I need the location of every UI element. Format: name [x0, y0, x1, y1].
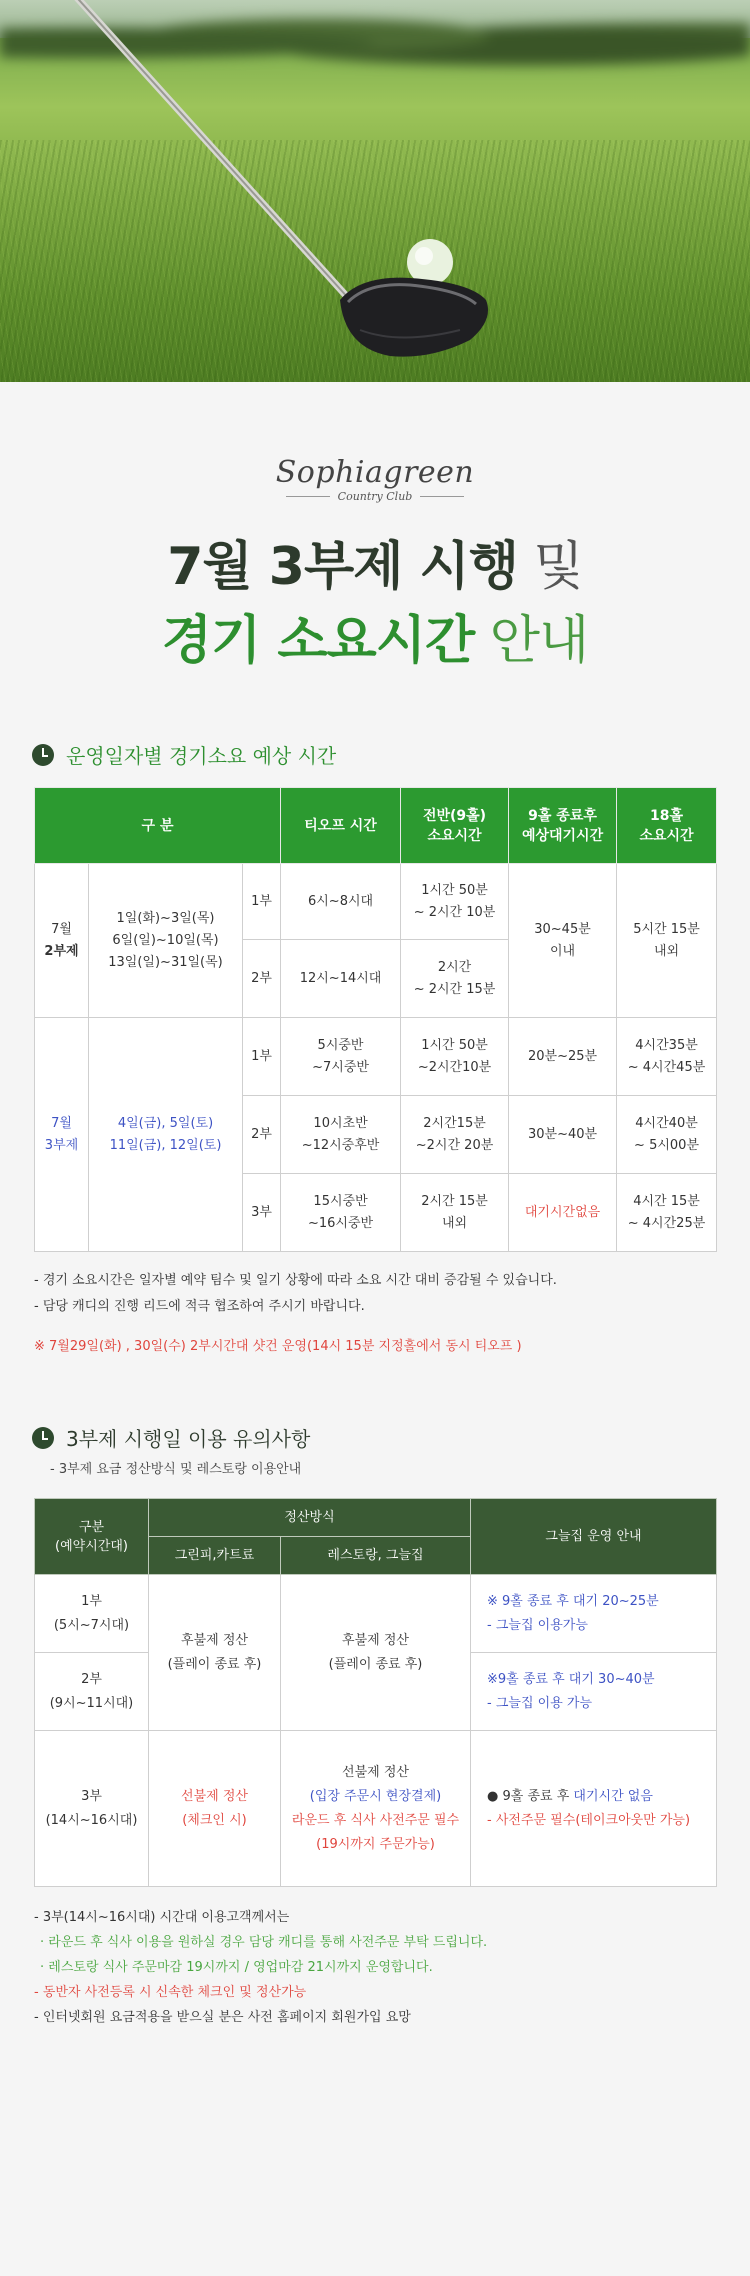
note-text: - 담당 캐디의 진행 리드에 적극 협조하여 주시기 바랍니다. — [34, 1299, 365, 1314]
col-header: 구 분 — [35, 788, 281, 864]
table-row — [35, 1575, 717, 1653]
table-row — [35, 1731, 717, 1887]
col-header: 정산방식 — [149, 1499, 471, 1537]
total-cell: 4시간 15분 ~ 4시간25분 — [617, 1174, 717, 1252]
group-dates: 1일(화)~3일(목) 6일(일)~10일(목) 13일(일)~31일(목) — [89, 864, 243, 1018]
front-cell: 2시간 ~ 2시간 15분 — [401, 940, 509, 1018]
part-cell: 2부 — [243, 940, 281, 1018]
period-cell: 2부 (9시~11시대) — [35, 1653, 149, 1731]
section1-heading — [32, 740, 336, 769]
wait-cell: 대기시간없음 — [509, 1174, 617, 1252]
wait-cell: 20분~25분 — [509, 1018, 617, 1096]
total-cell: 5시간 15분 내외 — [617, 864, 717, 1018]
settlement-table — [34, 1498, 717, 1887]
col-header: 구분 (예약시간대) — [35, 1499, 149, 1575]
shade-info-cell: ※ 9홀 종료 후 대기 20~25분 - 그늘집 이용가능 — [471, 1575, 717, 1653]
part-cell: 2부 — [243, 1096, 281, 1174]
part-cell: 1부 — [243, 864, 281, 940]
green-fee-cell: 후불제 정산 (플레이 종료 후) — [149, 1575, 281, 1731]
restaurant-cell: 선불제 정산 (입장 주문시 현장결제) 라운드 후 식사 사전주문 필수 (19시까지 주문가능) — [281, 1731, 471, 1887]
club-logo — [0, 455, 750, 503]
col-header: 레스토랑, 그늘집 — [281, 1537, 471, 1575]
teeoff-cell: 12시~14시대 — [281, 940, 401, 1018]
note-text: · 라운드 후 식사 이용을 원하실 경우 담당 캐디를 통해 사전주문 부탁 드립니다. — [40, 1935, 488, 1950]
title-line1-light: 및 — [517, 537, 583, 597]
title-line2-strong: 경기 소요시간 — [161, 611, 475, 671]
note-text: - 인터넷회원 요금적용을 받으실 분은 사전 홈페이지 회원가입 요망 — [34, 2010, 411, 2025]
total-cell: 4시간35분 ~ 4시간45분 — [617, 1018, 717, 1096]
green-fee-cell: 선불제 정산 (체크인 시) — [149, 1731, 281, 1887]
col-header: 티오프 시간 — [281, 788, 401, 864]
wait-cell: 30~45분 이내 — [509, 864, 617, 1018]
table-row — [35, 1018, 717, 1096]
teeoff-cell: 15시중반 ~16시중반 — [281, 1174, 401, 1252]
teeoff-cell: 6시~8시대 — [281, 864, 401, 940]
front-cell: 1시간 50분 ~2시간10분 — [401, 1018, 509, 1096]
section2-title: 3부제 시행일 이용 유의사항 — [66, 1427, 311, 1451]
total-cell: 4시간40분 ~ 5시00분 — [617, 1096, 717, 1174]
table-header-row — [35, 1499, 717, 1537]
note-text: - 동반자 사전등록 시 신속한 체크인 및 정산가능 — [34, 1985, 307, 2000]
logo-brand: Sophiagreen — [275, 455, 475, 490]
table-row — [35, 864, 717, 940]
group-label: 7월 3부제 — [35, 1018, 89, 1252]
front-cell: 1시간 50분 ~ 2시간 10분 — [401, 864, 509, 940]
col-header: 전반(9홀) 소요시간 — [401, 788, 509, 864]
golf-driver-illustration — [0, 0, 750, 382]
play-time-table — [34, 787, 717, 1252]
section2-heading — [32, 1423, 310, 1452]
period-cell: 3부 (14시~16시대) — [35, 1731, 149, 1887]
title-line1-strong: 7월 3부제 시행 — [167, 537, 518, 597]
wait-cell: 30분~40분 — [509, 1096, 617, 1174]
col-header: 18홀 소요시간 — [617, 788, 717, 864]
part-cell: 3부 — [243, 1174, 281, 1252]
clock-icon — [32, 1427, 54, 1449]
note-text: - 3부(14시~16시대) 시간대 이용고객께서는 — [34, 1910, 290, 1925]
front-cell: 2시간 15분 내외 — [401, 1174, 509, 1252]
title-line2-light: 안내 — [474, 611, 589, 671]
section1-title: 운영일자별 경기소요 예상 시간 — [66, 744, 337, 768]
logo-sub: Country Club — [337, 490, 413, 503]
alert-note: ※ 7월29일(화) , 30일(수) 2부시간대 샷건 운영(14시 15분 지정홀에서 동시 티오프 ) — [34, 1339, 522, 1354]
notes-section1 — [34, 1268, 557, 1360]
clock-icon — [32, 744, 54, 766]
group-label: 7월 2부제 — [35, 864, 89, 1018]
note-text: · 레스토랑 식사 주문마감 19시까지 / 영업마감 21시까지 운영합니다. — [40, 1960, 433, 1975]
col-header: 그늘집 운영 안내 — [471, 1499, 717, 1575]
page-title — [0, 530, 750, 678]
col-header: 9홀 종료후 예상대기시간 — [509, 788, 617, 864]
restaurant-cell: 후불제 정산 (플레이 종료 후) — [281, 1575, 471, 1731]
note-text: - 경기 소요시간은 일자별 예약 팀수 및 일기 상황에 따라 소요 시간 대비 증감될 수 있습니다. — [34, 1273, 557, 1288]
table-header-row — [35, 788, 717, 864]
shade-info-cell: ※9홀 종료 후 대기 30~40분 - 그늘집 이용 가능 — [471, 1653, 717, 1731]
col-header: 그린피,카트료 — [149, 1537, 281, 1575]
part-cell: 1부 — [243, 1018, 281, 1096]
divider — [286, 496, 330, 497]
teeoff-cell: 10시초반 ~12시중후반 — [281, 1096, 401, 1174]
notes-section2 — [34, 1905, 487, 2030]
teeoff-cell: 5시중반 ~7시중반 — [281, 1018, 401, 1096]
section2-subtitle: - 3부제 요금 정산방식 및 레스토랑 이용안내 — [50, 1462, 302, 1477]
divider — [420, 496, 464, 497]
period-cell: 1부 (5시~7시대) — [35, 1575, 149, 1653]
front-cell: 2시간15분 ~2시간 20분 — [401, 1096, 509, 1174]
group-dates: 4일(금), 5일(토) 11일(금), 12일(토) — [89, 1018, 243, 1252]
hero-image — [0, 0, 750, 382]
shade-info-cell: ● 9홀 종료 후 대기시간 없음 - 사전주문 필수(테이크아웃만 가능) — [471, 1731, 717, 1887]
